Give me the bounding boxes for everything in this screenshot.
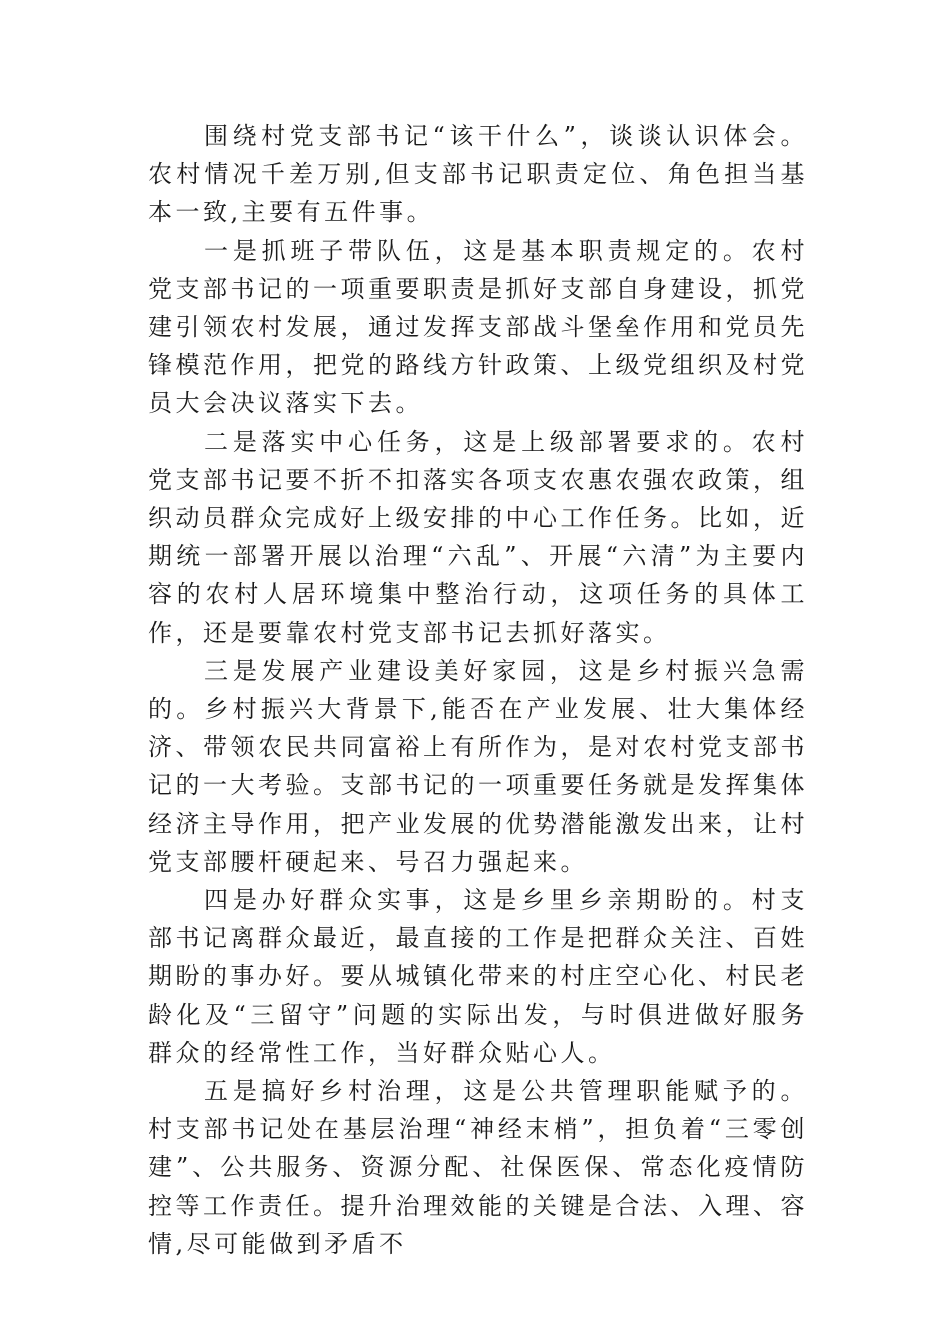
paragraph-point-five: 五是搞好乡村治理，这是公共管理职能赋予的。村支部书记处在基层治理“神经末梢”，担负着“三零创建”、公共服务、资源分配、社保医保、常态化疫情防控等工作责任。提升治理效能的关键是合法、入理、容情,尽可能做到矛盾不 <box>148 1077 808 1258</box>
paragraph-point-four: 四是办好群众实事，这是乡里乡亲期盼的。村支部书记离群众最近，最直接的工作是把群众关注、百姓期盼的事办好。要从城镇化带来的村庄空心化、村民老龄化及“三留守”问题的实际出发，与时俱进做好服务群众的经常性工作，当好群众贴心人。 <box>148 886 808 1067</box>
paragraph-point-two: 二是落实中心任务，这是上级部署要求的。农村党支部书记要不折不扣落实各项支农惠农强农政策，组织动员群众完成好上级安排的中心工作任务。比如，近期统一部署开展以治理“六乱”、开展“六清”为主要内容的农村人居环境集中整治行动，这项任务的具体工作，还是要靠农村党支部书记去抓好落实。 <box>148 427 808 647</box>
document-body <box>148 117 808 1263</box>
paragraph-point-one: 一是抓班子带队伍，这是基本职责规定的。农村党支部书记的一项重要职责是抓好支部自身建设，抓党建引领农村发展，通过发挥支部战斗堡垒作用和党员先锋模范作用，把党的路线方针政策、上级党组织及村党员大会决议落实下去。 <box>148 236 808 418</box>
paragraph-point-three: 三是发展产业建设美好家园，这是乡村振兴急需的。乡村振兴大背景下,能否在产业发展、壮大集体经济、带领农民共同富裕上有所作为，是对农村党支部书记的一大考验。支部书记的一项重要任务就是发挥集体经济主导作用，把产业发展的优势潜能激发出来，让村党支部腰杆硬起来、号召力强起来。 <box>148 656 808 876</box>
paragraph-intro: 围绕村党支部书记“该干什么”，谈谈认识体会。农村情况千差万别,但支部书记职责定位、角色担当基本一致,主要有五件事。 <box>148 122 808 227</box>
